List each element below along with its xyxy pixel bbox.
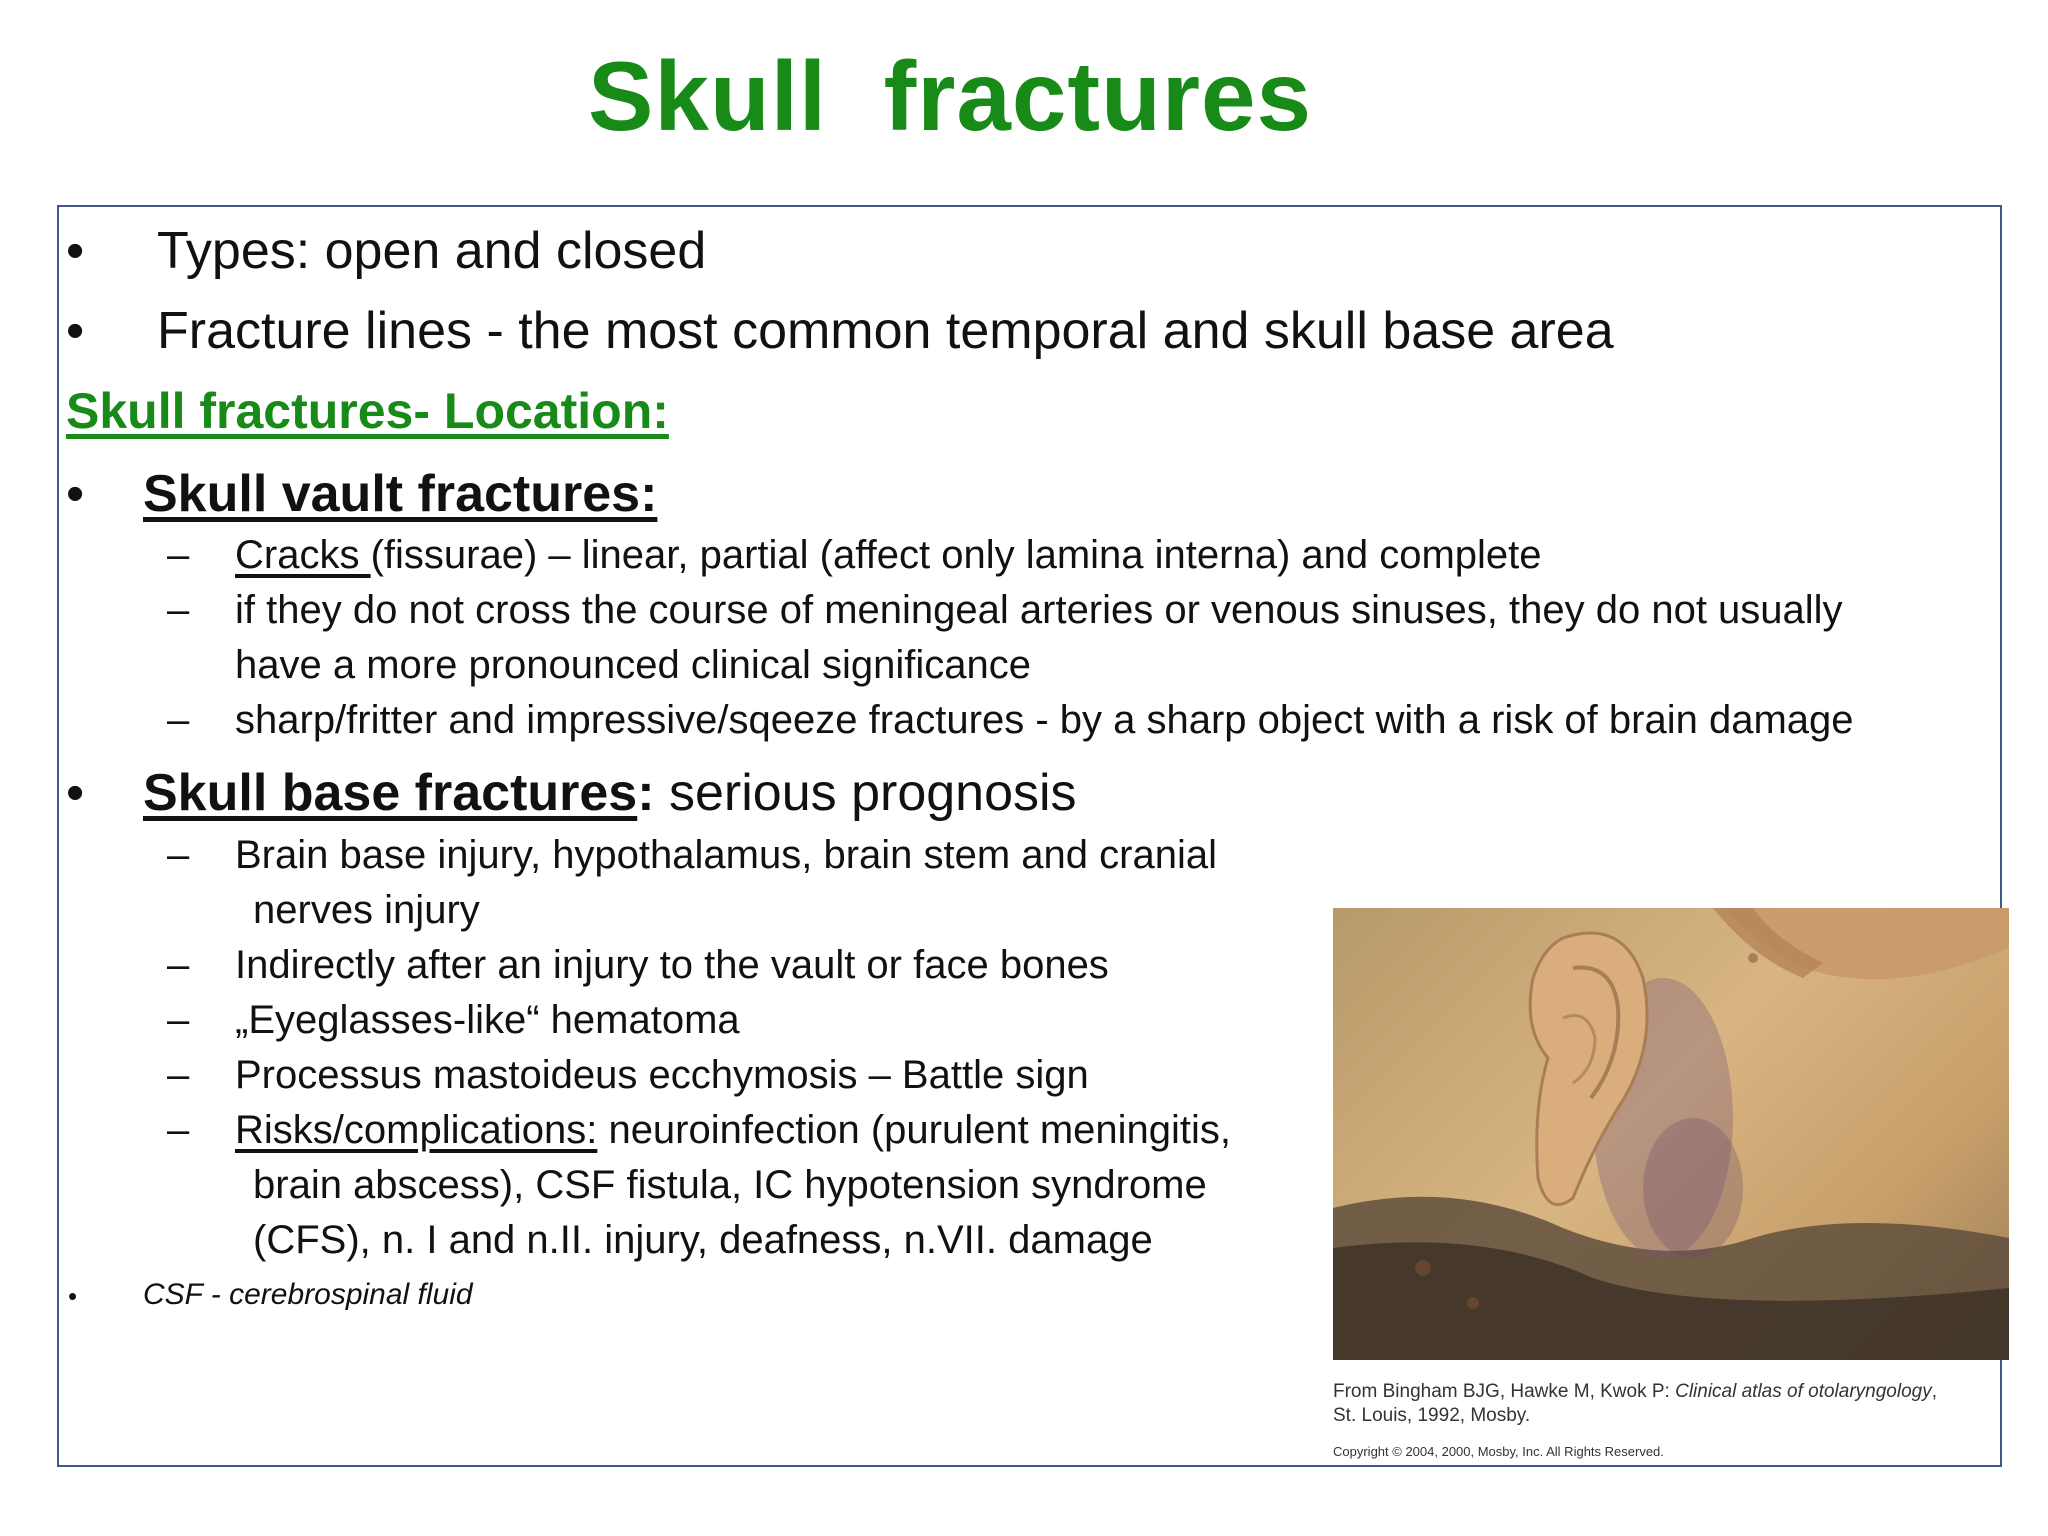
base-item-eyeglasses: „Eyeglasses-like“ hematoma <box>235 998 740 1042</box>
base-item-injury-line2: nerves injury <box>253 888 480 932</box>
slide-title: Skull fractures <box>587 41 1313 151</box>
battle-sign-photo <box>1333 908 2009 1360</box>
base-prognosis: serious prognosis <box>654 764 1077 822</box>
location-heading: Skull fractures- Location: <box>66 383 669 439</box>
dash-marker: – <box>167 998 190 1042</box>
caption-prefix: From Bingham BJG, Hawke M, Kwok P: <box>1333 1381 1676 1402</box>
base-item-mastoid: Processus mastoideus ecchymosis – Battle sign <box>235 1053 1089 1097</box>
figure-copyright: Copyright © 2004, 2000, Mosby, Inc. All Rights Reserved. <box>1333 1444 1664 1459</box>
figure-caption <box>1333 1380 2013 1428</box>
dash-marker: – <box>167 833 190 877</box>
bullet-marker: • <box>66 465 85 523</box>
dash-marker: – <box>167 588 190 632</box>
bullet-marker: • <box>66 764 85 822</box>
caption-line2: St. Louis, 1992, Mosby. <box>1333 1404 1531 1426</box>
bullet-marker: • <box>66 302 85 360</box>
base-heading-line <box>143 764 1077 822</box>
dash-marker: – <box>167 1053 190 1097</box>
caption-line1 <box>1333 1380 2013 1404</box>
cracks-term: Cracks <box>235 533 371 577</box>
base-item-indirect: Indirectly after an injury to the vault or face bones <box>235 943 1109 987</box>
dash-marker: – <box>167 698 190 742</box>
fracture-lines-text: Fracture lines - the most common temporal and skull base area <box>157 302 1614 360</box>
base-heading-colon: : <box>637 764 655 822</box>
caption-suffix: , <box>1931 1381 1938 1402</box>
base-item-injury-line1: Brain base injury, hypothalamus, brain stem and cranial <box>235 833 1217 877</box>
base-item-risks-line3: (CFS), n. I and n.II. injury, deafness, n.VII. damage <box>253 1218 1153 1262</box>
base-item-risks-line2: brain abscess), CSF fistula, IC hypotension syndrome <box>253 1163 1207 1207</box>
vault-item-sharp: sharp/fritter and impressive/sqeeze fractures - by a sharp object with a risk of brain damage <box>235 698 1854 742</box>
dash-marker: – <box>167 1108 190 1152</box>
caption-book-title: Clinical atlas of otolaryngology <box>1675 1381 1932 1402</box>
risks-term: Risks/complications: <box>235 1108 598 1152</box>
bullet-marker: • <box>66 222 85 280</box>
dash-marker: – <box>167 943 190 987</box>
risks-rest: neuroinfection (purulent meningitis, <box>597 1108 1232 1152</box>
bullet-marker: • <box>68 1281 78 1311</box>
base-item-risks-line1 <box>235 1110 1231 1150</box>
base-heading: Skull base fractures <box>143 764 638 822</box>
types-text: Types: open and closed <box>157 222 707 280</box>
dash-marker: – <box>167 533 190 577</box>
footnote: CSF - cerebrospinal fluid <box>143 1278 473 1311</box>
ear-bruising-illustration <box>1333 908 2009 1360</box>
vault-heading: Skull vault fractures: <box>143 465 658 523</box>
vault-item-meningeal-line1: if they do not cross the course of meningeal arteries or venous sinuses, they do not usually <box>235 588 1843 632</box>
cracks-rest: (fissurae) – linear, partial (affect only lamina interna) and complete <box>370 533 1542 577</box>
vault-item-meningeal-line2: have a more pronounced clinical significance <box>235 643 1032 687</box>
vault-item-cracks <box>235 535 1542 575</box>
